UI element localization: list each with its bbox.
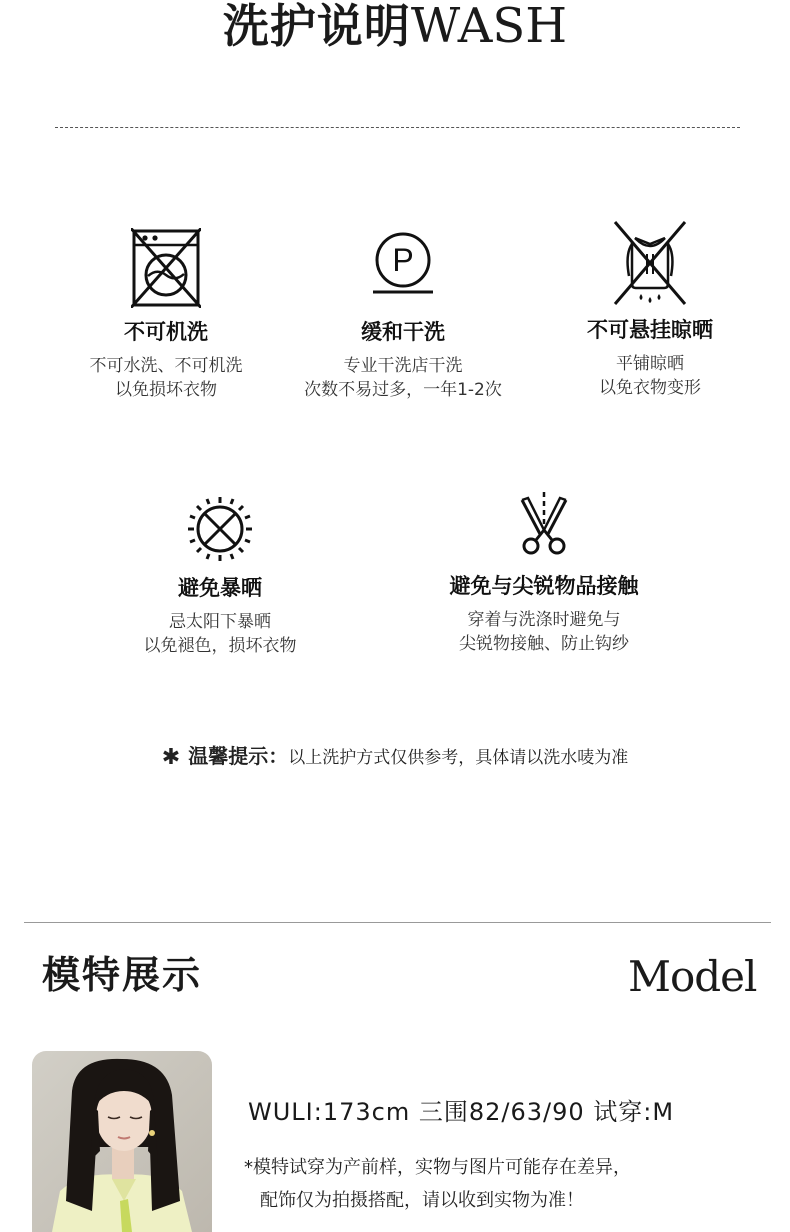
care-card-avoid-sun xyxy=(90,494,350,658)
title-cn: 洗护说明 xyxy=(222,0,411,53)
dashed-divider xyxy=(55,127,740,128)
warm-tip xyxy=(0,742,790,772)
model-portrait-image xyxy=(32,1051,212,1232)
care-card-gentle-dry-clean xyxy=(273,230,533,402)
title-en: WASH xyxy=(410,0,568,54)
care-label: 不可悬挂晾晒 xyxy=(587,318,713,342)
care-card-no-machine-wash xyxy=(36,228,296,402)
section-divider xyxy=(24,922,771,923)
tip-text: 以上洗护方式仅供参考，具体请以洗水唛为准 xyxy=(288,748,629,768)
care-desc: 忌太阳下暴晒 以免褪色，损坏衣物 xyxy=(143,612,297,656)
care-label: 避免与尖锐物品接触 xyxy=(449,574,639,598)
tip-label: 温馨提示： xyxy=(188,744,289,768)
no-sharp-objects-icon xyxy=(514,490,574,562)
model-section-title-en: Model xyxy=(628,952,757,1001)
svg-text:P: P xyxy=(392,242,414,278)
model-section-title: 模特展示 xyxy=(42,953,203,997)
care-card-no-hang-dry xyxy=(520,218,780,400)
care-label: 缓和干洗 xyxy=(361,320,445,344)
care-label: 不可机洗 xyxy=(124,320,208,344)
care-label: 避免暴晒 xyxy=(178,576,262,600)
care-desc: 平铺晾晒 以免衣物变形 xyxy=(599,354,701,398)
model-measurements: WULI:173cm 三围82/63/90 试穿:M xyxy=(248,1098,675,1126)
no-sun-exposure-icon xyxy=(185,494,255,564)
care-desc: 不可水洗、不可机洗 以免损坏衣物 xyxy=(89,356,243,400)
no-hang-dry-icon xyxy=(605,218,695,306)
care-desc: 穿着与洗涤时避免与 尖锐物接触、防止钩纱 xyxy=(459,610,629,654)
model-photo xyxy=(32,1051,212,1232)
no-machine-wash-icon xyxy=(131,228,201,308)
care-desc: 专业干洗店干洗 次数不易过多，一年1-2次 xyxy=(304,356,502,400)
model-note-line1: *模特试穿为产前样，实物与图片可能存在差异， xyxy=(244,1157,631,1178)
dry-clean-p-icon xyxy=(371,230,435,308)
model-note-line2: 配饰仅为拍摄搭配，请以收到实物为准！ xyxy=(260,1190,584,1211)
wash-title xyxy=(0,0,790,56)
care-card-avoid-sharp xyxy=(414,490,674,656)
asterisk-icon: ✱ xyxy=(161,745,181,770)
